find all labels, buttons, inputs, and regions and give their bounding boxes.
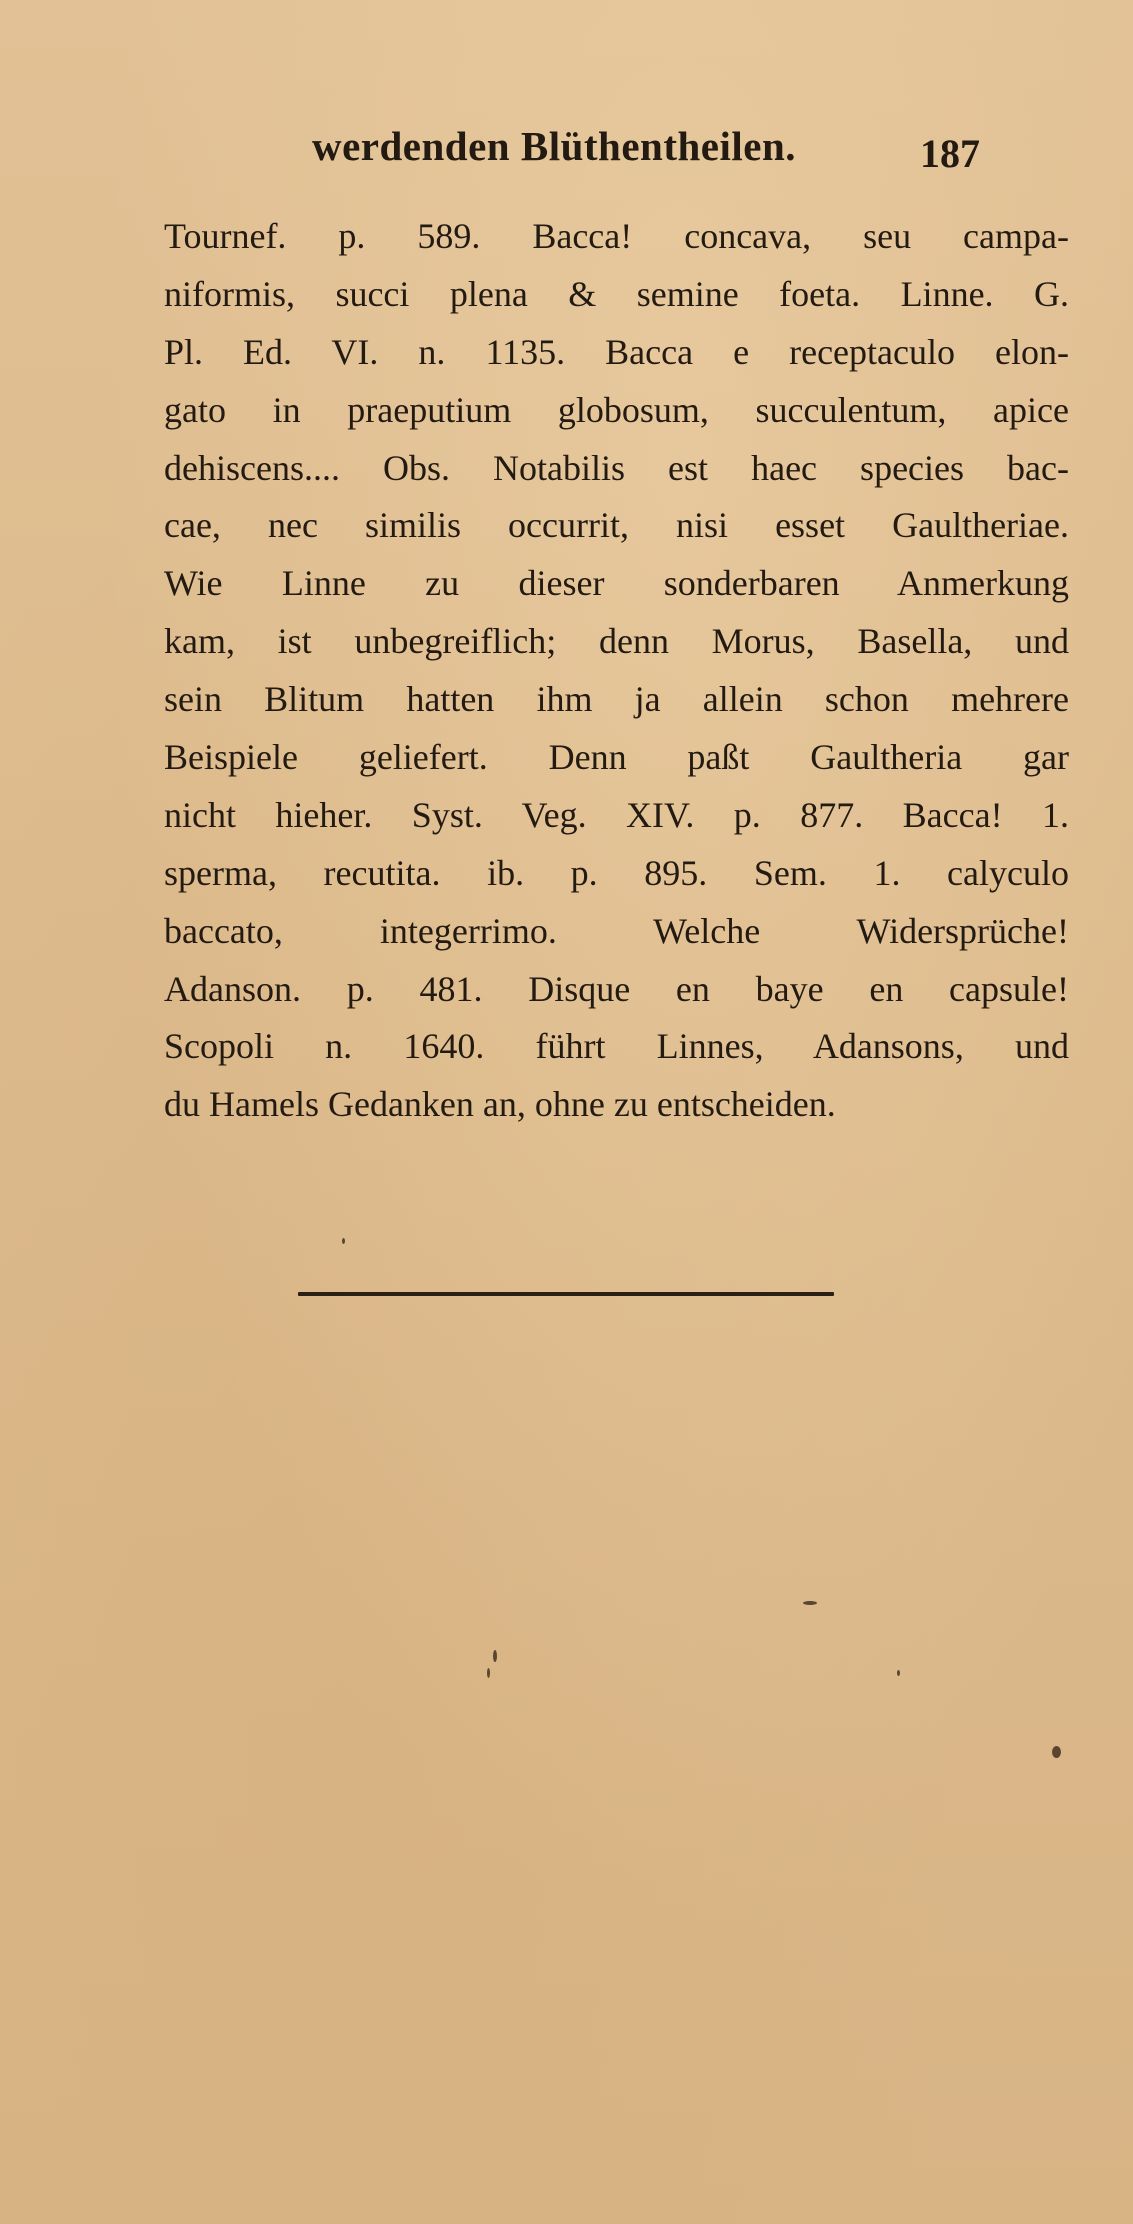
page-number: 187: [920, 131, 980, 176]
running-head: [0, 122, 1133, 182]
paper-speck: [1052, 1746, 1061, 1758]
paper-speck: [803, 1601, 817, 1605]
text-line: Pl. Ed. VI. n. 1135. Bacca e receptaculo elon-: [164, 331, 1069, 372]
text-line: kam, ist unbegreiflich; denn Morus, Basella, und: [164, 621, 1069, 662]
text-line: Adanson. p. 481. Disque en baye en capsule!: [164, 968, 1069, 1009]
text-line: sein Blitum hatten ihm ja allein schon mehrere: [164, 679, 1069, 720]
running-head-title: werdenden Blüthentheilen.: [312, 123, 797, 169]
text-line: Wie Linne zu dieser sonderbaren Anmerkung: [164, 563, 1069, 604]
text-line: dehiscens.... Obs. Notabilis est haec species bac-: [164, 447, 1069, 488]
paper-speck: [897, 1670, 900, 1676]
text-line: nicht hieher. Syst. Veg. XIV. p. 877. Bacca! 1.: [164, 794, 1069, 835]
paper-speck: [487, 1668, 490, 1678]
paper-speck: [342, 1238, 345, 1244]
text-line: baccato, integerrimo. Welche Widersprüche!: [164, 910, 1069, 951]
text-line: Scopoli n. 1640. führt Linnes, Adansons, und: [164, 1026, 1069, 1067]
text-line: niformis, succi plena & semine foeta. Linne. G.: [164, 273, 1069, 314]
text-line: Beispiele geliefert. Denn paßt Gaultheria gar: [164, 737, 1069, 778]
section-divider-rule: [298, 1292, 834, 1296]
paper-speck: [493, 1650, 497, 1662]
text-line: cae, nec similis occurrit, nisi esset Gaultheriae.: [164, 505, 1069, 546]
text-line: du Hamels Gedanken an, ohne zu entscheiden.: [164, 1084, 836, 1125]
body-text: [164, 208, 1069, 1134]
text-line: gato in praeputium globosum, succulentum, apice: [164, 389, 1069, 430]
text-line: Tournef. p. 589. Bacca! concava, seu campa-: [164, 216, 1069, 256]
text-line: sperma, recutita. ib. p. 895. Sem. 1. calyculo: [164, 852, 1069, 893]
